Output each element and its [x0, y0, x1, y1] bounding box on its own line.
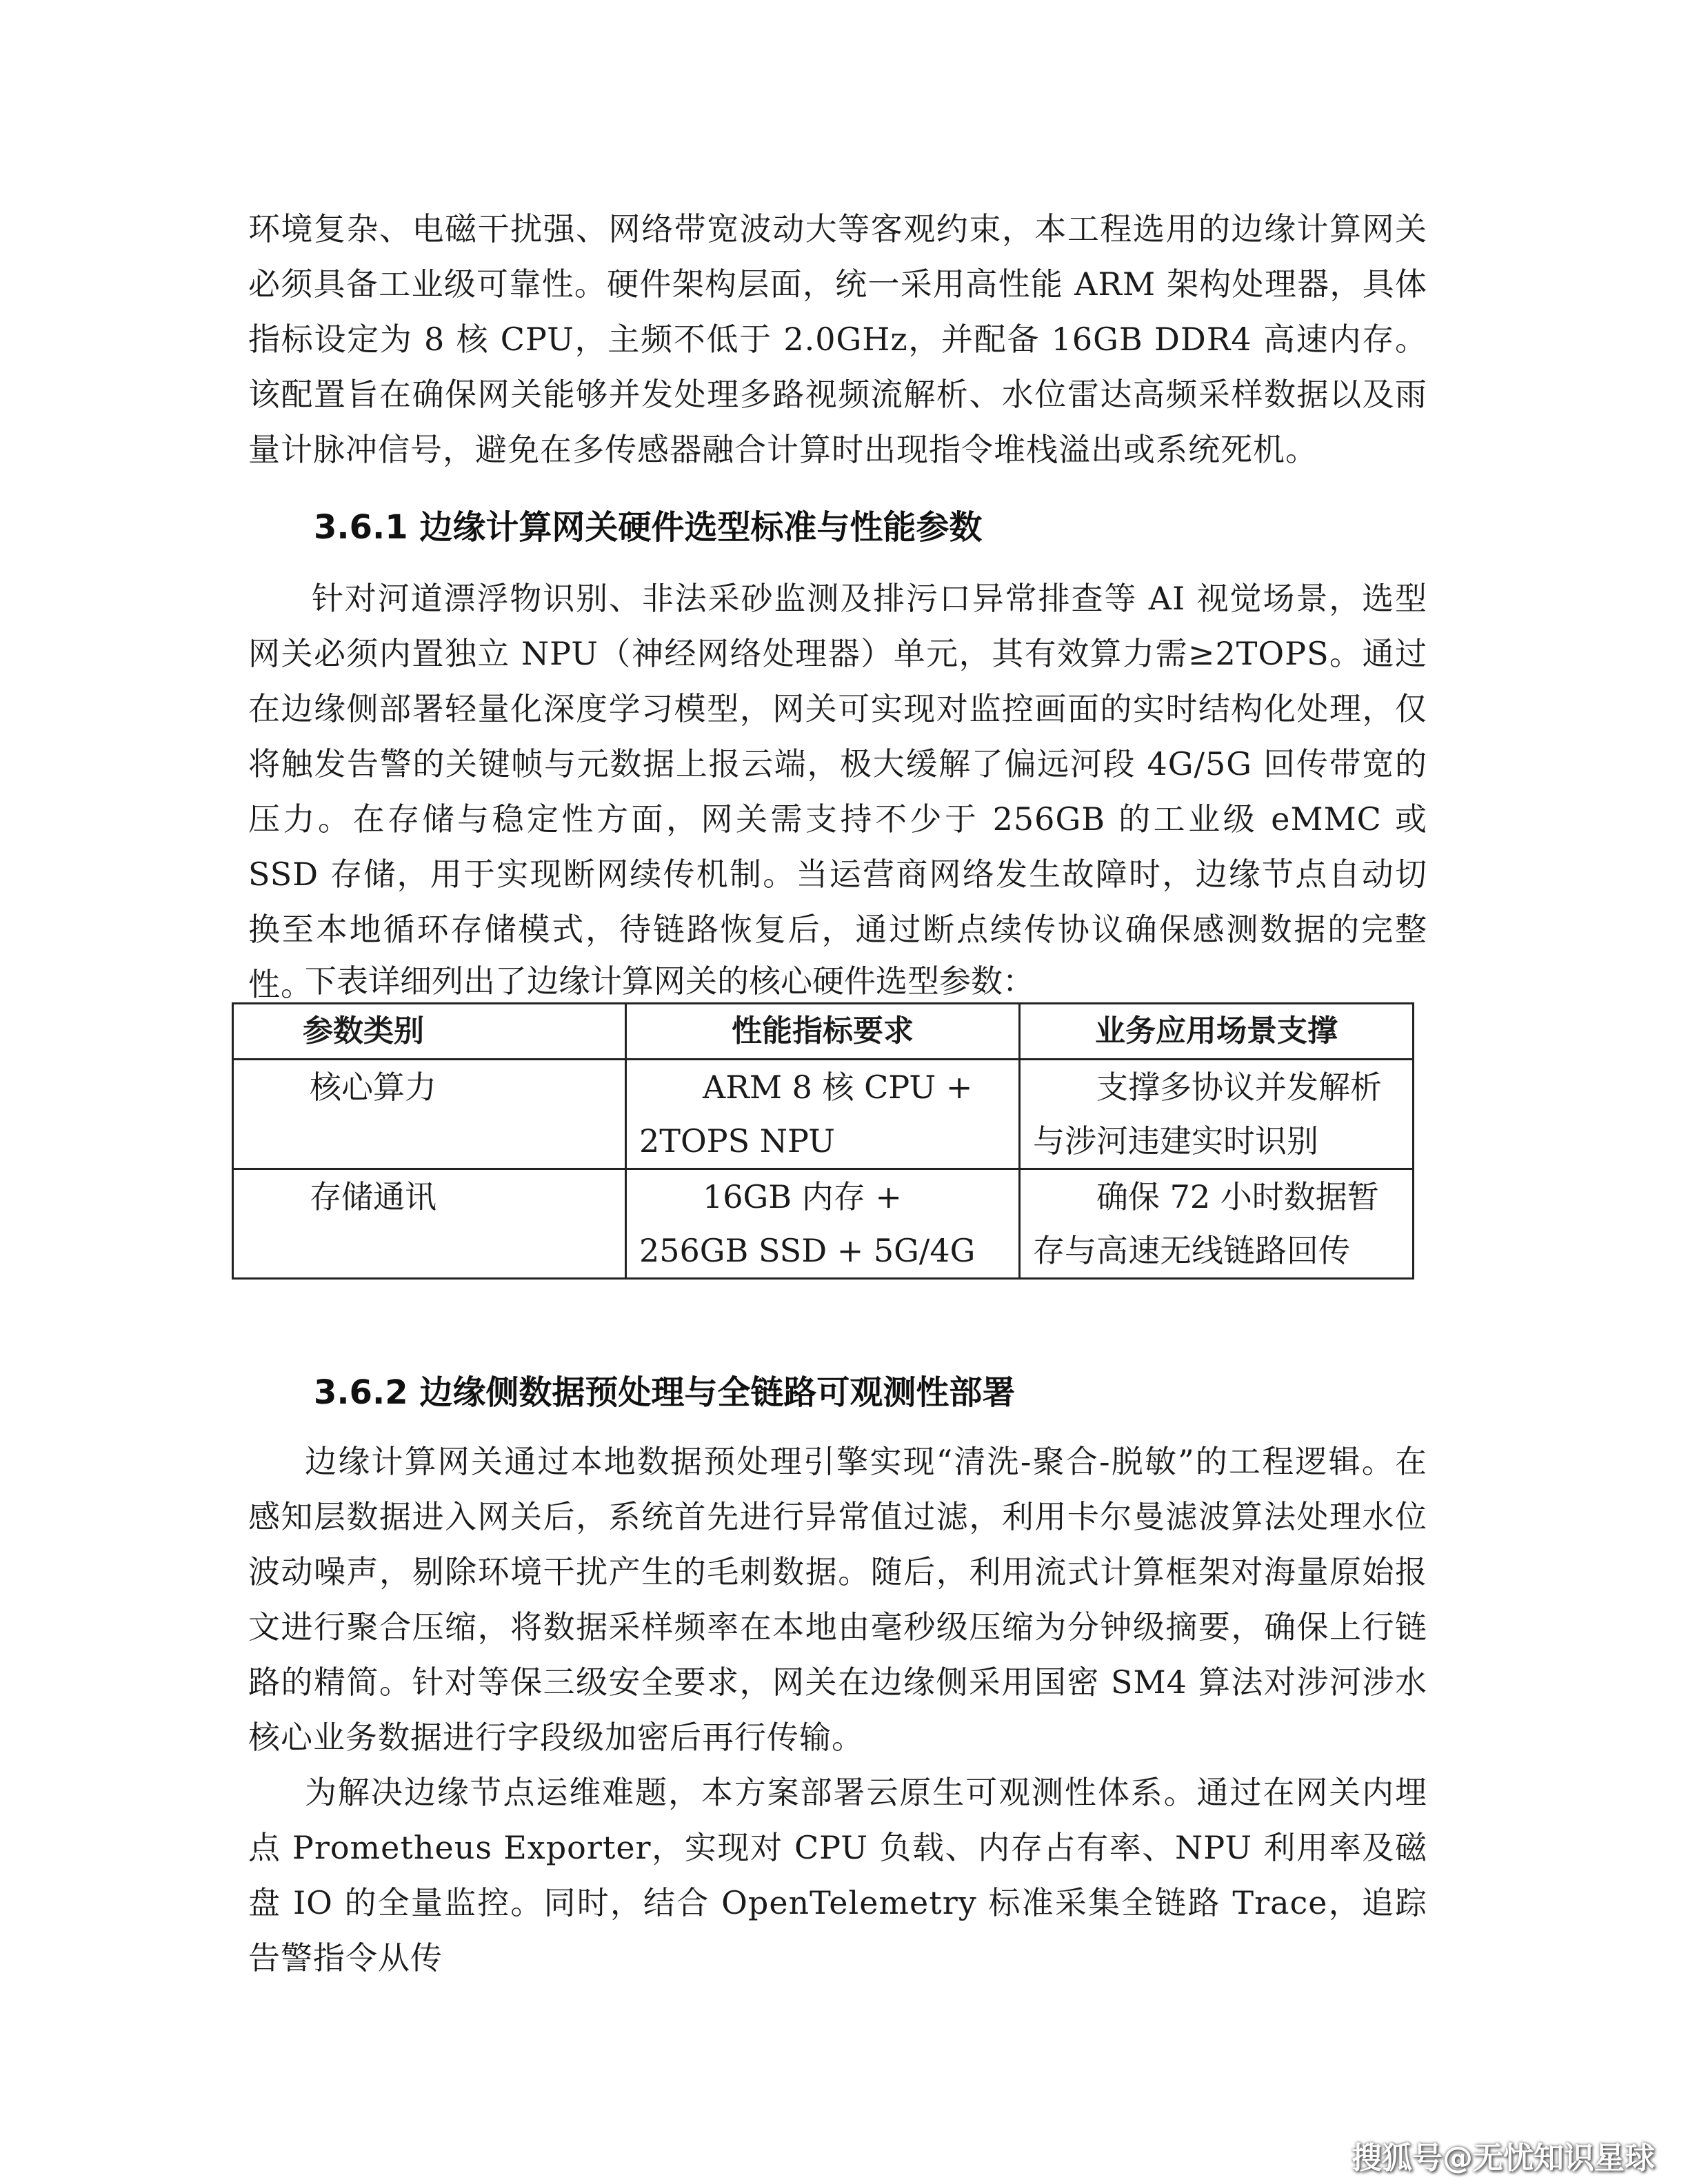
cell-text: 支撑多协议并发解析与涉河违建实时识别	[1033, 1069, 1382, 1160]
paragraph-npu-storage: 针对河道漂浮物识别、非法采砂监测及排污口异常排查等 AI 视觉场景，选型网关必须内置独立 NPU（神经网络处理器）单元，其有效算力需≥2TOPS。通过在边缘侧部署轻量化深度学习模型，网关可实现对监控画面的实时结构化处理，仅将触发告警的关键帧与元数据上报云端，极大缓解了偏远河段 4G/5G 回传带宽的压力。在存储与稳定性方面，网关需支持不少于 256GB 的工业级 eMMC 或 SSD 存储，用于实现断网续传机制。当运营商网络发生故障时，边缘节点自动切换至本地循环存储模式，待链路恢复后，通过断点续传协议确保感测数据的完整性。	[248, 580, 1427, 1003]
table-header-cell: 性能指标要求	[626, 1004, 1020, 1060]
table-cell-scenario	[1020, 1169, 1414, 1279]
section-heading-3-6-1: 3.6.1 边缘计算网关硬件选型标准与性能参数	[314, 508, 983, 547]
table-cell-spec	[626, 1060, 1020, 1169]
paragraph-hardware-intro: 环境复杂、电磁干扰强、网络带宽波动大等客观约束，本工程选用的边缘计算网关必须具备工业级可靠性。硬件架构层面，统一采用高性能 ARM 架构处理器，具体指标设定为 8 核 CPU，主频不低于 2.0GHz，并配备 16GB DDR4 高速内存。该配置旨在确保网关能够并发处理多路视频流解析、水位雷达高频采样数据以及雨量计脉冲信号，避免在多传感器融合计算时出现指令堆栈溢出或系统死机。	[248, 210, 1427, 468]
table-cell-category	[233, 1060, 626, 1169]
table-cell-spec	[626, 1169, 1020, 1279]
cell-text: 核心算力	[310, 1069, 436, 1106]
table-header-cell: 参数类别	[233, 1004, 626, 1060]
paragraph-observability: 为解决边缘节点运维难题，本方案部署云原生可观测性体系。通过在网关内埋点 Prometheus Exporter，实现对 CPU 负载、内存占有率、NPU 利用率及磁盘 IO 的全量监控。同时，结合 OpenTelemetry 标准采集全链路 Trace，追踪告警指令从传	[248, 1774, 1427, 1976]
table-cell-scenario	[1020, 1060, 1414, 1169]
table-header-cell: 业务应用场景支撑	[1020, 1004, 1414, 1060]
source-watermark: 搜狐号@无忧知识星球	[1352, 2141, 1655, 2176]
table-cell-category	[233, 1169, 626, 1279]
cell-text: 16GB 内存 + 256GB SSD + 5G/4G	[639, 1178, 976, 1269]
hardware-parameter-table	[232, 1002, 1414, 1280]
table-header-row	[233, 1004, 1414, 1060]
table-caption: 下表详细列出了边缘计算网关的核心硬件选型参数：	[305, 962, 1034, 1000]
paragraph-preprocessing: 边缘计算网关通过本地数据预处理引擎实现“清洗-聚合-脱敏”的工程逻辑。在感知层数据进入网关后，系统首先进行异常值过滤，利用卡尔曼滤波算法处理水位波动噪声，剔除环境干扰产生的毛刺数据。随后，利用流式计算框架对海量原始报文进行聚合压缩，将数据采样频率在本地由毫秒级压缩为分钟级摘要，确保上行链路的精简。针对等保三级安全要求，网关在边缘侧采用国密 SM4 算法对涉河涉水核心业务数据进行字段级加密后再行传输。	[248, 1443, 1427, 1756]
table-row	[233, 1169, 1414, 1279]
cell-text: ARM 8 核 CPU + 2TOPS NPU	[639, 1069, 973, 1160]
section-heading-3-6-2: 3.6.2 边缘侧数据预处理与全链路可观测性部署	[314, 1373, 1016, 1412]
cell-text: 确保 72 小时数据暂存与高速无线链路回传	[1033, 1178, 1379, 1269]
cell-text: 存储通讯	[310, 1178, 436, 1215]
table-row	[233, 1060, 1414, 1169]
